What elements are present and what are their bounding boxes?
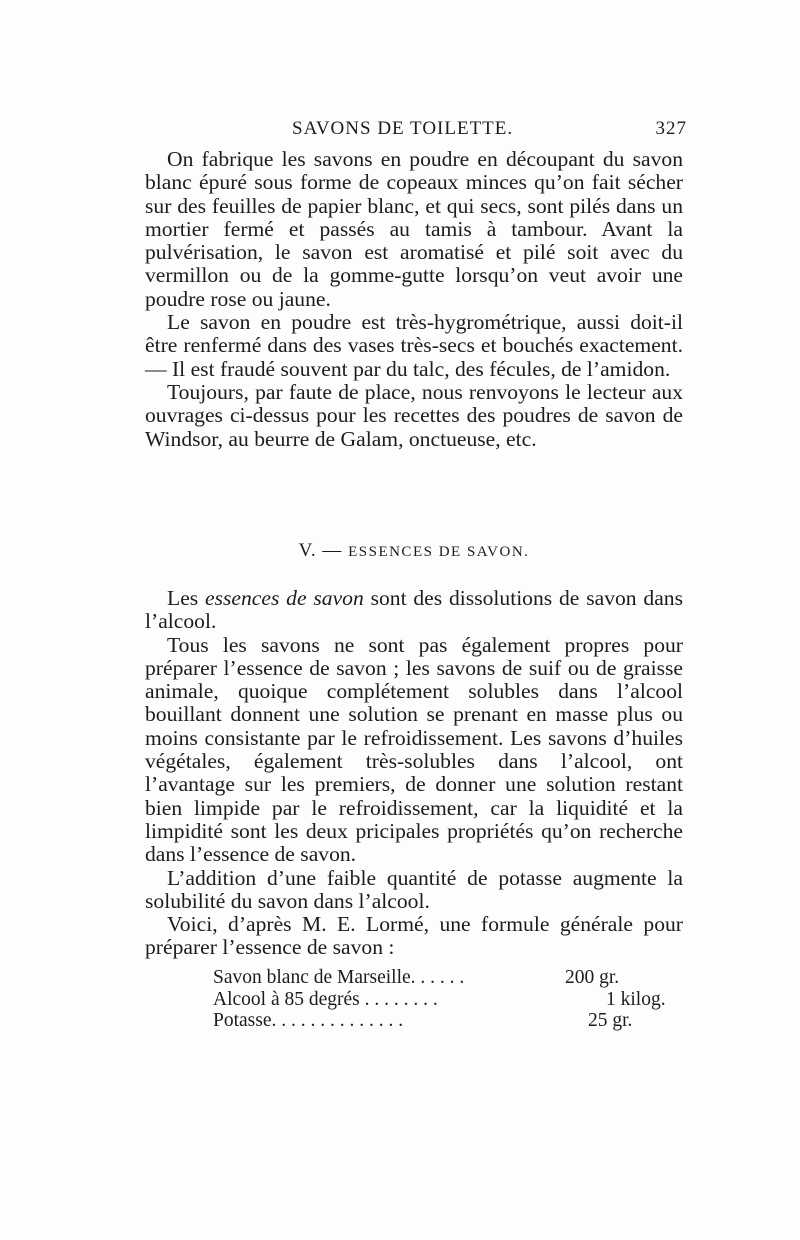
running-title: SAVONS DE TOILETTE.	[292, 118, 514, 139]
recipe-ingredient: Alcool à 85 degrés . . . . . . . .	[213, 988, 438, 1010]
recipe-row	[213, 1010, 653, 1032]
paragraph-hygrometric: Le savon en poudre est très-hygrométrique, aussi doit-il être renfermé dans des vases très-secs et bouchés exactement. — Il est fraudé souvent par du talc, des fécules, de l’amidon.	[145, 310, 683, 381]
recipe-row	[213, 967, 653, 989]
section-text	[145, 587, 683, 960]
paragraph-powdered-soap: On fabrique les savons en poudre en découpant du savon blanc épuré sous forme de copeaux minces qu’on fait sécher sur des feuilles de papier blanc, et qui secs, sont pilés dans un mortier fermé et passés au tamis à tambour. Avant la pulvérisation, le savon est aromatisé et pilé soit avec du vermillon ou de la gomme-gutte lorsqu’on veut avoir une poudre rose ou jaune.	[145, 147, 683, 311]
section-title: ESSENCES DE SAVON.	[348, 544, 530, 560]
section-number: V.	[298, 540, 317, 561]
page-number: 327	[655, 118, 687, 139]
paragraph-soap-types: Tous les savons ne sont pas également propres pour préparer l’essence de savon ; les savons de suif ou de graisse animale, quoique complétement solubles dans l’alcool bouillant donnent une solution se prenant en masse plus ou moins consistante par le refroidissement. Les savons d’huiles végétales, également très-solubles dans l’alcool, ont l’avantage sur les premiers, de donner une solution restant bien limpide par le refroidissement, car la liquidité et la limpidité sont les deux pricipales propriétés qu’on recherche dans l’essence de savon.	[145, 632, 683, 867]
recipe-quantity: 25 gr.	[588, 1010, 633, 1031]
paragraph-potash: L’addition d’une faible quantité de potasse augmente la solubilité du savon dans l’alcool.	[145, 865, 683, 913]
definition-before: Les	[167, 586, 205, 610]
recipe-table	[213, 967, 666, 1032]
paragraph-formula-intro: Voici, d’après M. E. Lormé, une formule générale pour préparer l’essence de savon :	[145, 912, 683, 960]
definition-after: sont des dissolutions de savon dans l’alcool.	[145, 586, 683, 634]
paragraph-definition	[145, 587, 683, 634]
body-text	[145, 148, 683, 451]
recipe-quantity: 200 gr.	[565, 967, 620, 988]
recipe-quantity: 1 kilog.	[606, 988, 666, 1010]
recipe-ingredient: Potasse. . . . . . . . . . . . . .	[213, 1010, 404, 1031]
recipe-row	[213, 988, 666, 1011]
running-head	[292, 118, 687, 144]
recipe-ingredient: Savon blanc de Marseille. . . . . .	[213, 967, 465, 988]
section-heading	[145, 540, 683, 562]
definition-term: essences de savon	[205, 586, 364, 610]
paragraph-references: Toujours, par faute de place, nous renvoyons le lecteur aux ouvrages ci-dessus pour les recettes des poudres de savon de Windsor, au beurre de Galam, onctueuse, etc.	[145, 379, 683, 451]
section-dash: —	[322, 540, 343, 561]
